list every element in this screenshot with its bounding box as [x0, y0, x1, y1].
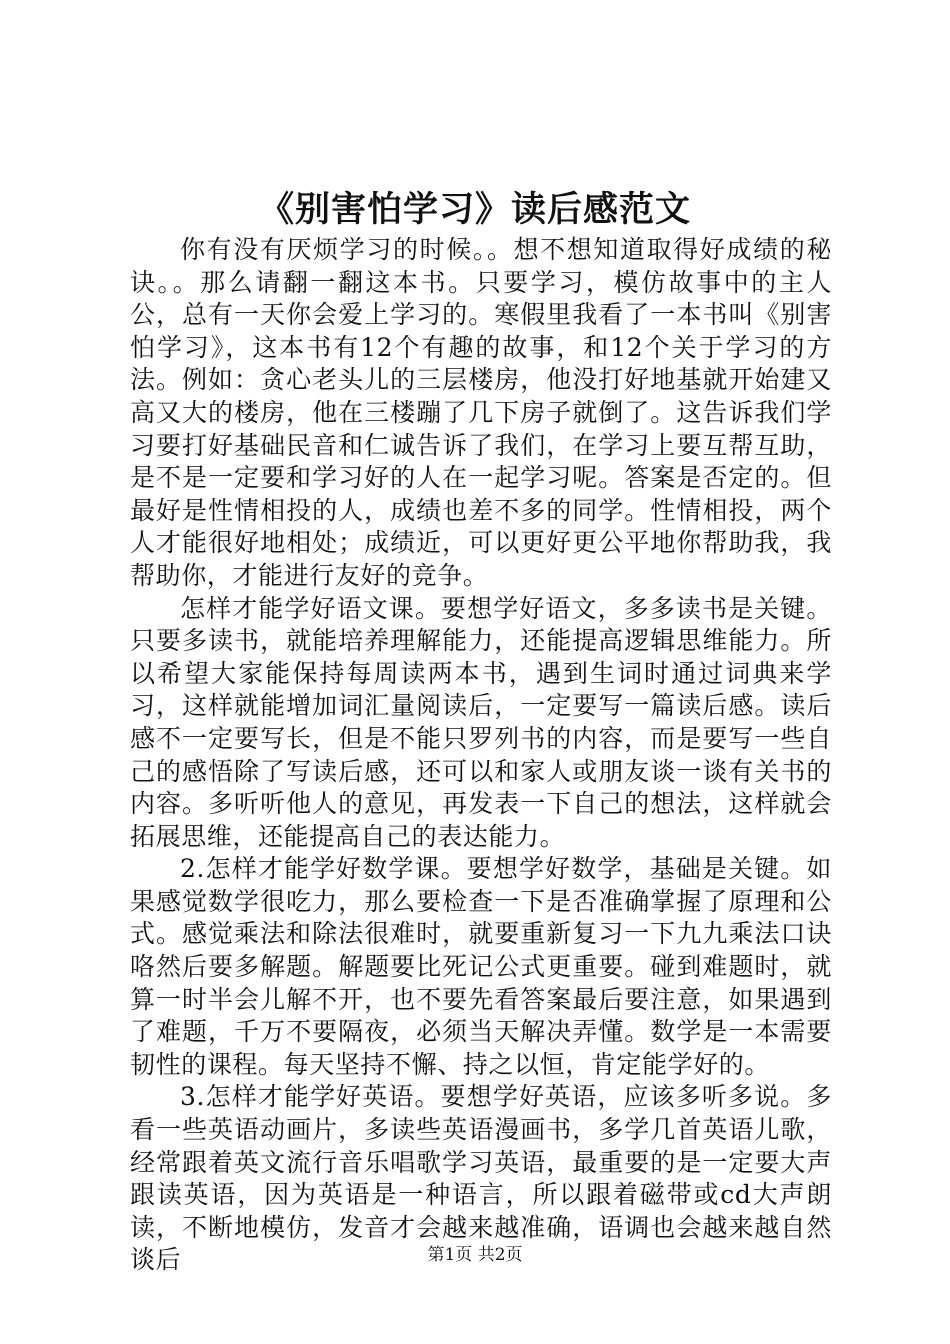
document-body — [130, 234, 832, 1277]
paragraph-chinese: 怎样才能学好语文课。要想学好语文，多多读书是关键。只要多读书，就能培养理解能力，还能提高逻辑思维能力。所以希望大家能保持每周读两本书，遇到生词时通过词典来学习，这样就能增加词汇量阅读后，一定要写一篇读后感。读后感不一定要写长，但是不能只罗列书的内容，而是要写一些自己的感悟除了写读后感，还可以和家人或朋友谈一谈有关书的内容。多听听他人的意见，再发表一下自己的想法，这样就会拓展思维，还能提高自己的表达能力。 — [130, 593, 832, 851]
page-number-footer: 第1页 共2页 — [427, 1245, 523, 1265]
paragraph-english: 3.怎样才能学好英语。要想学好英语，应该多听多说。多看一些英语动画片，多读些英语漫画书，多学几首英语儿歌，经常跟着英文流行音乐唱歌学习英语，最重要的是一定要大声跟读英语，因为英语是一种语言，所以跟着磁带或cd大声朗读，不断地模仿，发音才会越来越准确，语调也会越来越自然谈后 — [130, 1082, 832, 1275]
paragraph-intro: 你有没有厌烦学习的时候。。想不想知道取得好成绩的秘诀。。那么请翻一翻这本书。只要学习，模仿故事中的主人公，总有一天你会爱上学习的。寒假里我看了一本书叫《别害怕学习》，这本书有12个有趣的故事，和12个关于学习的方法。例如：贪心老头儿的三层楼房，他没打好地基就开始建又高又大的楼房，他在三楼蹦了几下房子就倒了。这告诉我们学习要打好基础民音和仁诚告诉了我们，在学习上要互帮互助，是不是一定要和学习好的人在一起学习呢。答案是否定的。但最好是性情相投的人，成绩也差不多的同学。性情相投，两个人才能很好地相处；成绩近，可以更好更公平地你帮助我，我帮助你，才能进行友好的竞争。 — [130, 235, 832, 590]
document-title: 《别害怕学习》读后感范文 — [258, 189, 691, 230]
paragraph-math: 2.怎样才能学好数学课。要想学好数学，基础是关键。如果感觉数学很吃力，那么要检查一下是否准确掌握了原理和公式。感觉乘法和除法很难时，就要重新复习一下九九乘法口诀咯然后要多解题。解题要比死记公式更重要。碰到难题时，就算一时半会儿解不开，也不要先看答案最后要注意，如果遇到了难题，千万不要隔夜，必须当天解决弄懂。数学是一本需要韧性的课程。每天坚持不懈、持之以恒，肯定能学好的。 — [130, 854, 832, 1079]
